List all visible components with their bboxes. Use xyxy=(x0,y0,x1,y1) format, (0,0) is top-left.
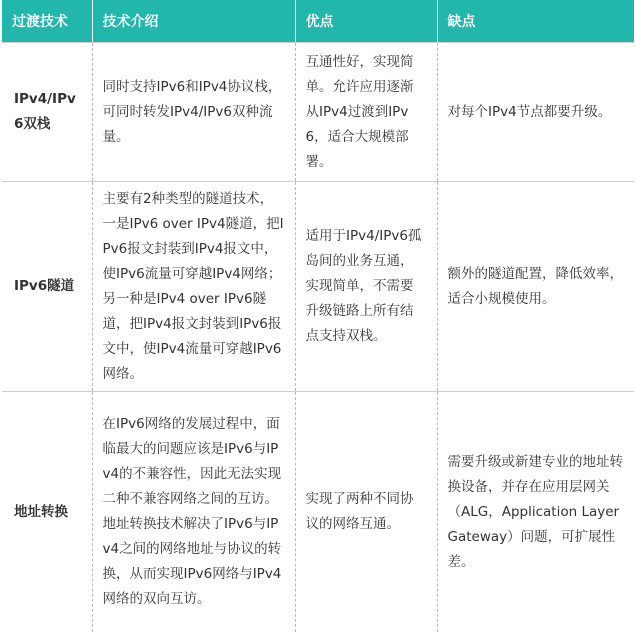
cell-pros: 适用于IPv4/IPv6孤岛间的业务互通，实现简单，不需要升级链路上所有结点支持双栈。 xyxy=(295,182,437,392)
header-pros: 优点 xyxy=(295,0,437,43)
cell-pros: 互通性好，实现简单。允许应用逐渐从IPv4过渡到IPv6，适合大规模部署。 xyxy=(295,43,437,182)
cell-cons: 对每个IPv4节点都要升级。 xyxy=(437,43,634,182)
header-tech-intro: 技术介绍 xyxy=(92,0,295,43)
transition-tech-table xyxy=(2,0,634,632)
row-name-dual-stack: IPv4/IPv6双栈 xyxy=(2,43,92,182)
cell-intro: 同时支持IPv6和IPv4协议栈，可同时转发IPv4/IPv6双种流量。 xyxy=(92,43,295,182)
table-row xyxy=(2,43,634,182)
table-row xyxy=(2,392,634,633)
header-transition-tech: 过渡技术 xyxy=(2,0,92,43)
header-cons: 缺点 xyxy=(437,0,634,43)
cell-cons: 需要升级或新建专业的地址转换设备，并存在应用层网关（ALG，Application Layer Gateway）问题，可扩展性差。 xyxy=(447,453,623,570)
cell-cons: 额外的隧道配置，降低效率，适合小规模使用。 xyxy=(437,182,634,392)
table-header-row xyxy=(2,0,634,43)
cell-pros: 实现了两种不同协议的网络互通。 xyxy=(295,392,437,633)
table-row xyxy=(2,182,634,392)
cell-intro: 在IPv6网络的发展过程中，面临最大的问题应该是IPv6与IPv4的不兼容性，因此无法实现二种不兼容网络之间的互访。地址转换技术解决了IPv6与IPv4之间的网络地址与协议的转换，从而实现IPv6网络与IPv4网络的双向互访。 xyxy=(92,392,295,633)
row-name-tunnel: IPv6隧道 xyxy=(2,182,92,392)
cell-intro: 主要有2种类型的隧道技术，一是IPv6 over IPv4隧道，把IPv6报文封装到IPv4报文中，使IPv6流量可穿越IPv4网络；另一种是IPv4 over IPv6隧道，把IPv4报文封装到IPv6报文中，使IPv4流量可穿越IPv6网络。 xyxy=(92,182,295,392)
row-name-address-translation: 地址转换 xyxy=(2,392,92,633)
